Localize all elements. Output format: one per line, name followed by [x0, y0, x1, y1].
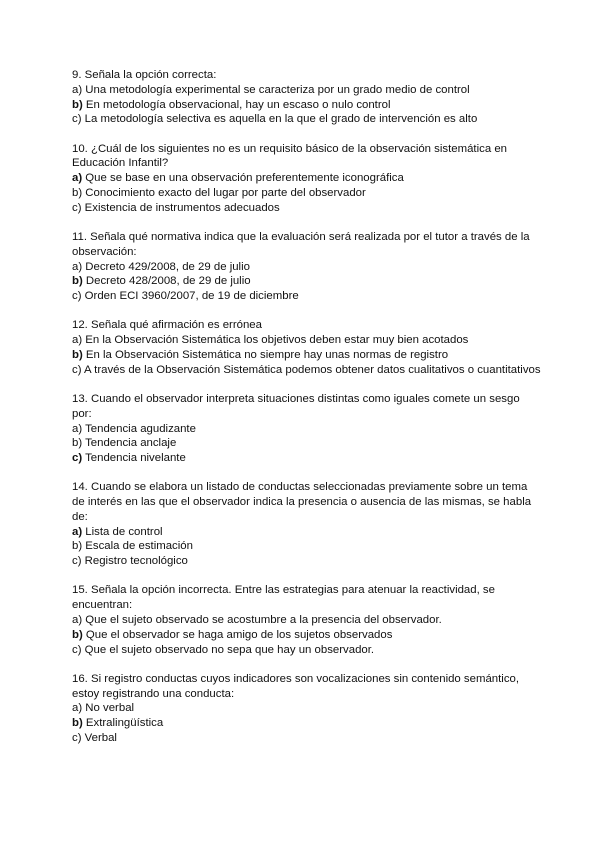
option-text: Decreto 429/2008, de 29 de julio	[82, 260, 250, 273]
option-letter: c)	[72, 113, 82, 126]
question-block	[72, 318, 542, 377]
question-stem: 9. Señala la opción correcta:	[72, 69, 217, 81]
option-text: Que el observador se haga amigo de los sujetos observados	[82, 628, 393, 641]
option-letter: a)	[72, 172, 83, 185]
question-block	[72, 68, 542, 127]
option-letter: b)	[72, 348, 83, 361]
answer-option	[72, 348, 542, 363]
option-text: En la Observación Sistemática no siempre hay unas normas de registro	[82, 348, 449, 361]
question-block	[72, 480, 542, 569]
option-text: Tendencia agudizante	[82, 422, 196, 435]
option-text: Una metodología experimental se caracteriza por un grado medio de control	[82, 83, 470, 96]
answer-option	[72, 613, 542, 628]
option-letter: b)	[72, 437, 83, 450]
option-letter: a)	[72, 422, 83, 435]
question-stem: 10. ¿Cuál de los siguientes no es un requisito básico de la observación sistemática en Educación Infantil?	[72, 142, 507, 170]
question-stem: 12. Señala qué afirmación es errónea	[72, 319, 262, 332]
option-text: Orden ECI 3960/2007, de 19 de diciembre	[81, 290, 299, 303]
question-block	[72, 142, 542, 216]
answer-option	[72, 186, 542, 201]
question-block	[72, 583, 542, 657]
answer-option	[72, 539, 542, 554]
answer-option	[72, 260, 542, 275]
question-stem: 14. Cuando se elabora un listado de conductas seleccionadas previamente sobre un tema de interés en las que el observador indica la presencia o ausencia de las mismas, se habla de:	[72, 481, 532, 523]
answer-option	[72, 554, 542, 569]
answer-option	[72, 274, 542, 289]
option-letter: a)	[72, 334, 83, 347]
document-page	[72, 68, 542, 760]
answer-option	[72, 525, 542, 540]
question-block	[72, 230, 542, 304]
option-text: La metodología selectiva es aquella en la que el grado de intervención es alto	[81, 113, 478, 126]
option-text: Tendencia anclaje	[82, 437, 177, 450]
option-text: Lista de control	[82, 525, 163, 538]
option-text: Escala de estimación	[82, 540, 193, 553]
option-letter: a)	[72, 614, 83, 627]
option-letter: b)	[72, 98, 83, 111]
option-letter: a)	[72, 260, 83, 273]
option-text: Decreto 428/2008, de 29 de julio	[82, 275, 251, 288]
answer-option	[72, 643, 542, 658]
option-text: Tendencia nivelante	[82, 452, 186, 465]
option-text: Que el sujeto observado no sepa que hay un observador.	[81, 643, 375, 656]
option-text: Que el sujeto observado se acostumbre a la presencia del observador.	[82, 614, 442, 627]
question-stem: 16. Si registro conductas cuyos indicadores son vocalizaciones sin contenido semántico, estoy registrando una conducta:	[72, 672, 520, 700]
question-block	[72, 392, 542, 466]
answer-option	[72, 628, 542, 643]
answer-option	[72, 422, 542, 437]
option-text: Conocimiento exacto del lugar por parte del observador	[82, 186, 366, 199]
answer-option	[72, 289, 542, 304]
option-letter: b)	[72, 186, 83, 199]
option-letter: a)	[72, 525, 83, 538]
option-text: En metodología observacional, hay un escaso o nulo control	[82, 98, 391, 111]
question-stem: 15. Señala la opción incorrecta. Entre las estrategias para atenuar la reactividad, se encuentran:	[72, 584, 495, 612]
option-letter: c)	[72, 452, 83, 465]
option-letter: c)	[72, 643, 82, 656]
option-letter: c)	[72, 363, 82, 376]
option-text: A través de la Observación Sistemática podemos obtener datos cualitativos o cuantitativos	[81, 363, 541, 376]
option-letter: b)	[72, 275, 83, 288]
answer-option	[72, 112, 542, 127]
answer-option	[72, 333, 542, 348]
option-letter: c)	[72, 290, 82, 303]
option-text: Registro tecnológico	[81, 555, 188, 568]
option-text: Existencia de instrumentos adecuados	[81, 201, 280, 214]
answer-option	[72, 98, 542, 113]
option-text: Extralingüística	[82, 717, 164, 730]
option-text: No verbal	[82, 702, 135, 715]
answer-option	[72, 363, 542, 378]
answer-option	[72, 436, 542, 451]
answer-option	[72, 701, 542, 716]
option-letter: a)	[72, 83, 83, 96]
answer-option	[72, 171, 542, 186]
option-letter: c)	[72, 555, 82, 568]
option-text: En la Observación Sistemática los objetivos deben estar muy bien acotados	[82, 334, 469, 347]
answer-option	[72, 83, 542, 98]
option-letter: c)	[72, 732, 82, 745]
answer-option	[72, 731, 542, 746]
answer-option	[72, 201, 542, 216]
option-letter: b)	[72, 628, 83, 641]
option-letter: b)	[72, 717, 83, 730]
question-stem: 13. Cuando el observador interpreta situaciones distintas como iguales comete un sesgo por:	[72, 392, 520, 420]
option-letter: c)	[72, 201, 82, 214]
option-text: Que se base en una observación preferentemente iconográfica	[82, 172, 404, 185]
question-stem: 11. Señala qué normativa indica que la evaluación será realizada por el tutor a través de la observación:	[72, 230, 530, 258]
option-letter: b)	[72, 540, 83, 553]
option-text: Verbal	[81, 732, 117, 745]
answer-option	[72, 716, 542, 731]
option-letter: a)	[72, 702, 83, 715]
question-block	[72, 672, 542, 746]
answer-option	[72, 451, 542, 466]
